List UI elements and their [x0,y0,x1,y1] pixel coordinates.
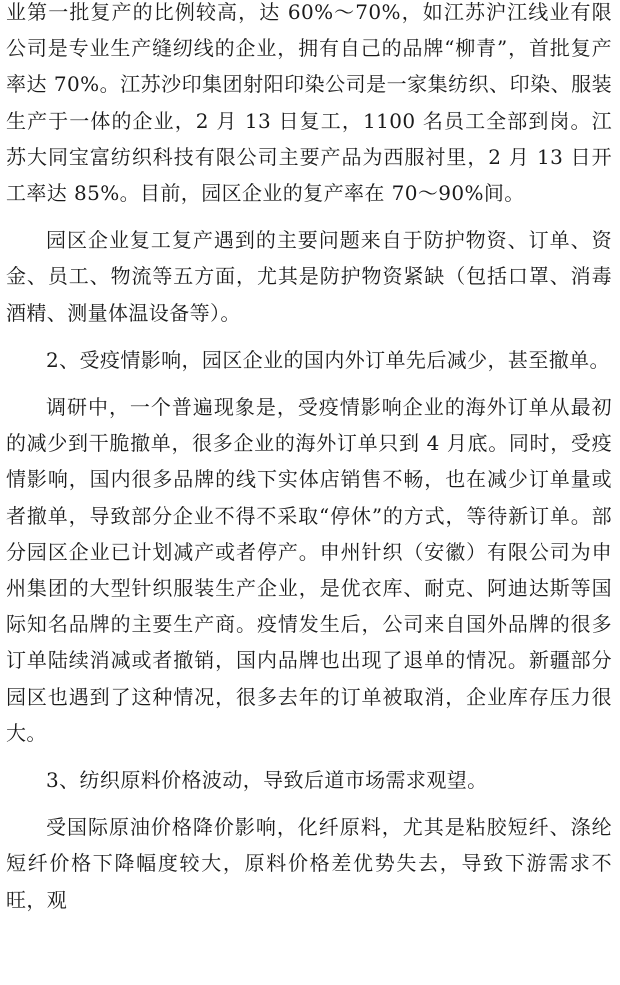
paragraph-resumption-rates: 业第一批复产的比例较高，达 60%～70%，如江苏沪江线业有限公司是专业生产缝纫线的企业，拥有自己的品牌“柳青”，首批复产率达 70%。江苏沙印集团射阳印染公司是一家集纺织、印染、服装生产于一体的企业，2 月 13 日复工，1100 名员工全部到岗。江苏大同宝富纺织科技有限公司主要产品为西服衬里，2 月 13 日开工率达 85%。目前，园区企业的复产率在 70～90%间。 [6,0,612,206]
section-heading-raw-material: 3、纺织原料价格波动，导致后道市场需求观望。 [46,768,488,793]
section-heading-orders: 2、受疫情影响，园区企业的国内外订单先后减少，甚至撤单。 [46,347,610,372]
paragraph-oil-price-impact: 受国际原油价格降价影响，化纤原料，尤其是粘胶短纤、涤纶短纤价格下降幅度较大，原料价格差优势失去，导致下游需求不旺，观 [6,815,612,912]
paragraph-order-reduction: 调研中，一个普遍现象是，受疫情影响企业的海外订单从最初的减少到干脆撤单，很多企业的海外订单只到 4 月底。同时，受疫情影响，国内很多品牌的线下实体店销售不畅，也在减少订单量或者撤单，导致部分企业不得不采取“停休”的方式，等待新订单。部分园区企业已计划减产或者停产。申州针织（安徽）有限公司为申州集团的大型针织服装生产企业，是优衣库、耐克、阿迪达斯等国际知名品牌的主要生产商。疫情发生后，公司来自国外品牌的很多订单陆续消减或者撤销，国内品牌也出现了退单的情况。新疆部分园区也遇到了这种情况，很多去年的订单被取消，企业库存压力很大。 [6,395,612,745]
paragraph-main-problems: 园区企业复工复产遇到的主要问题来自于防护物资、订单、资金、员工、物流等五方面，尤其是防护物资紧缺（包括口罩、消毒酒精、测量体温设备等）。 [6,228,612,325]
